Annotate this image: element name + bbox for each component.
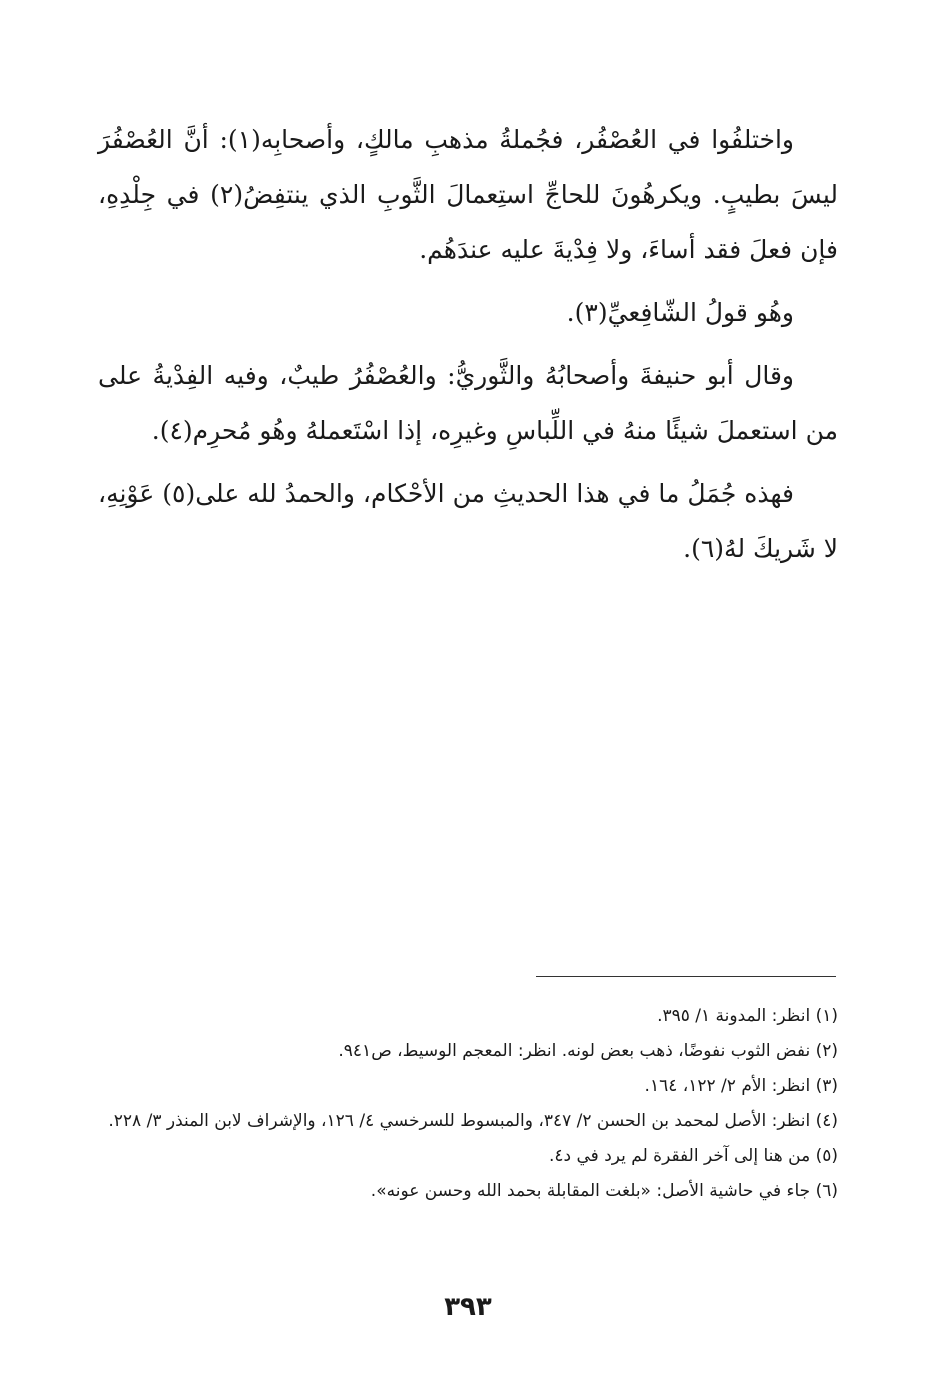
footnote-5: (٥) من هنا إلى آخر الفقرة لم يرد في د٤. [548, 1146, 838, 1166]
paragraph-conclusion: فهذه جُمَلُ ما في هذا الحديثِ من الأحْكام، والحمدُ لله على(٥) عَوْنِهِ، لا شَريكَ لهُ(٦). [98, 479, 838, 563]
footnote-6: (٦) جاء في حاشية الأصل: «بلغت المقابلة بحمد الله وحسن عونه». [370, 1181, 838, 1201]
footnote-2: (٢) نفض الثوب نفوضًا، ذهب بعض لونه. انظر: المعجم الوسيط، ص٩٤١. [338, 1041, 838, 1061]
main-text [98, 112, 838, 584]
footnote-4: (٤) انظر: الأصل لمحمد بن الحسن ٢/ ٣٤٧، والمبسوط للسرخسي ٤/ ١٢٦، والإشراف لابن المنذر ٣/ ٢٢٨. [108, 1111, 838, 1131]
paragraph-safflower-maliki: واختلفُوا في العُصْفُر، فجُملةُ مذهبِ مالكٍ، وأصحابِه(١): أنَّ العُصْفُرَ ليسَ بطيبٍ. ويكرهُونَ للحاجِّ استِعمالَ الثَّوبِ الذي ينتفِضُ(٢) في جِلْدِهِ، فإن فعلَ فقد أساءَ، ولا فِدْيةَ عليه عندَهُم. [98, 125, 838, 264]
paragraph-abu-hanifa: وقال أبو حنيفةَ وأصحابُهُ والثَّوريُّ: والعُصْفُرُ طيبٌ، وفيه الفِدْيةُ على من استعملَ شيئًا منهُ في اللِّباسِ وغيرِه، إذا اسْتَعملهُ وهُو مُحرِم(٤). [98, 361, 838, 445]
paragraph-shafii: وهُو قولُ الشّافِعيِّ(٣). [566, 298, 794, 327]
footnote-divider [536, 976, 836, 977]
page-number: ٣٩٣ [444, 1292, 492, 1322]
footnote-1: (١) انظر: المدونة ١/ ٣٩٥. [657, 1006, 838, 1026]
footnote-3: (٣) انظر: الأم ٢/ ١٢٢، ١٦٤. [644, 1076, 838, 1096]
footnotes [98, 1000, 838, 1210]
